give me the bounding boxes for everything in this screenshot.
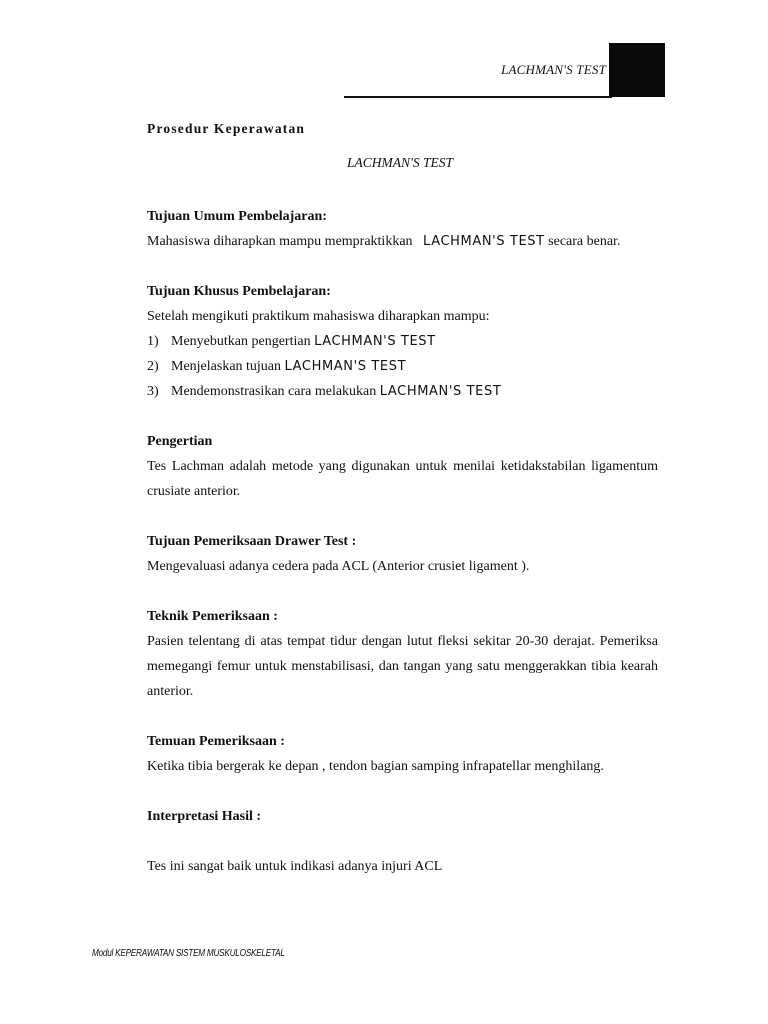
list-item-term: LACHMAN'S TEST <box>379 384 502 399</box>
list-item-term: LACHMAN'S TEST <box>314 334 436 349</box>
tujuan-umum-text-after: secara benar. <box>548 234 621 249</box>
document-title: LACHMAN'S TEST <box>347 155 454 170</box>
tujuan-umum-text-before: Mahasiswa diharapkan mampu mempraktikkan <box>147 234 413 249</box>
interpretasi-text: Tes ini sangat baik untuk indikasi adanya injuri ACL <box>147 859 443 874</box>
list-item-number: 3) <box>147 384 159 399</box>
pengertian-text: Tes Lachman adalah metode yang digunakan untuk menilai ketidakstabilan ligamentum crusiate anterior. <box>147 459 658 499</box>
list-item-text: Mendemonstrasikan cara melakukan <box>171 384 377 399</box>
header-black-block <box>609 43 665 97</box>
interpretasi-heading: Interpretasi Hasil : <box>147 809 262 824</box>
tujuan-pemeriksaan-text: Mengevaluasi adanya cedera pada ACL (Anterior crusiet ligament ). <box>147 559 530 574</box>
list-item-text: Menjelaskan tujuan <box>171 359 282 374</box>
temuan-heading: Temuan Pemeriksaan : <box>147 734 285 749</box>
list-item-number: 1) <box>147 334 159 349</box>
list-item <box>147 354 658 379</box>
pengertian-heading: Pengertian <box>147 434 213 449</box>
header-rule <box>344 96 612 98</box>
temuan-text: Ketika tibia bergerak ke depan , tendon bagian samping infrapatellar menghilang. <box>147 759 604 774</box>
list-item-number: 2) <box>147 359 159 374</box>
footer-module-title: Modul KEPERAWATAN SISTEM MUSKULOSKELETAL <box>92 948 285 959</box>
teknik-heading: Teknik Pemeriksaan : <box>147 609 278 624</box>
teknik-text: Pasien telentang di atas tempat tidur dengan lutut fleksi sekitar 20-30 derajat. Pemeriksa memegangi femur untuk menstabilisasi, dan tangan yang satu menggerakkan tibia kearah anterior. <box>147 634 658 699</box>
tujuan-khusus-heading: Tujuan Khusus Pembelajaran: <box>147 284 331 299</box>
tujuan-umum-term: LACHMAN'S TEST <box>423 234 545 249</box>
tujuan-umum-text <box>147 229 658 254</box>
list-item-term: LACHMAN'S TEST <box>284 359 407 374</box>
tujuan-khusus-intro: Setelah mengikuti praktikum mahasiswa diharapkan mampu: <box>147 309 490 324</box>
list-item <box>147 379 658 404</box>
list-item-text: Menyebutkan pengertian <box>171 334 311 349</box>
tujuan-umum-heading: Tujuan Umum Pembelajaran: <box>147 209 327 224</box>
document-body <box>147 204 658 879</box>
running-header: LACHMAN'S TEST <box>501 62 606 77</box>
list-item <box>147 329 658 354</box>
section-label: Prosedur Keperawatan <box>147 121 306 136</box>
tujuan-pemeriksaan-heading: Tujuan Pemeriksaan Drawer Test : <box>147 534 357 549</box>
